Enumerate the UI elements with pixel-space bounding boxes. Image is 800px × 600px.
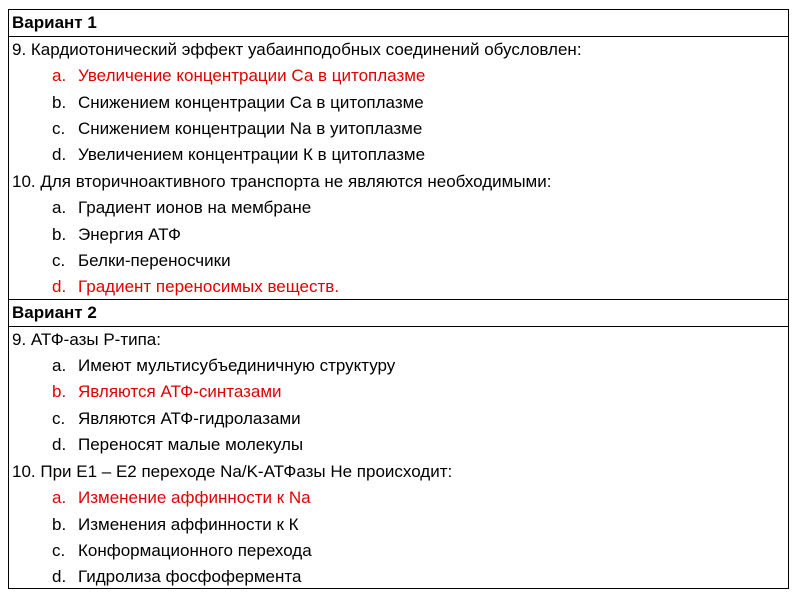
option-text: Являются АТФ-гидролазами bbox=[78, 409, 301, 428]
option-letter: c. bbox=[52, 251, 66, 270]
option-letter: a. bbox=[52, 66, 67, 85]
option-letter: c. bbox=[52, 409, 66, 428]
variant-2-header bbox=[9, 300, 788, 326]
option-text: Снижением концентрации Na в уитоплазме bbox=[78, 119, 423, 138]
v1-q10-option-c bbox=[52, 248, 231, 274]
variant-1-title: Вариант 1 bbox=[12, 13, 97, 32]
v2-question-9: 9. АТФ-азы Р-типа: bbox=[12, 330, 161, 349]
option-letter: a. bbox=[52, 198, 67, 217]
option-text: Изменение аффинности к Na bbox=[78, 488, 311, 507]
option-text: Переносят малые молекулы bbox=[78, 435, 304, 454]
option-text: Изменения аффинности к К bbox=[78, 515, 299, 534]
v1-q9-option-c bbox=[52, 116, 422, 142]
option-letter: b. bbox=[52, 382, 67, 401]
option-text: Градиент ионов на мембране bbox=[78, 198, 312, 217]
v2-q10-option-a bbox=[52, 485, 311, 511]
option-letter: a. bbox=[52, 356, 67, 375]
option-letter: c. bbox=[52, 541, 66, 560]
option-text: Градиент переносимых веществ. bbox=[78, 277, 340, 296]
v1-question-10: 10. Для вторичноактивного транспорта не являются необходимыми: bbox=[12, 172, 552, 191]
v2-question-10: 10. При Е1 – Е2 переходе Na/K-АТФазы Не происходит: bbox=[12, 462, 453, 481]
option-text: Увеличением концентрации К в цитоплазме bbox=[78, 145, 426, 164]
v1-q10-option-b bbox=[52, 222, 181, 248]
v1-q10-option-a bbox=[52, 195, 311, 221]
quiz-table bbox=[8, 9, 789, 589]
v2-q10-option-d bbox=[52, 564, 301, 590]
variant-2-title: Вариант 2 bbox=[12, 303, 97, 322]
option-letter: d. bbox=[52, 145, 67, 164]
v2-q9-option-c bbox=[52, 406, 301, 432]
option-letter: d. bbox=[52, 435, 67, 454]
v2-q9-option-a bbox=[52, 353, 395, 379]
option-text: Белки-переносчики bbox=[78, 251, 231, 270]
option-letter: d. bbox=[52, 567, 67, 586]
v1-q9-option-d bbox=[52, 142, 425, 168]
option-text: Увеличение концентрации Са в цитоплазме bbox=[78, 66, 426, 85]
variant-1-header bbox=[9, 10, 788, 36]
option-letter: b. bbox=[52, 515, 67, 534]
v1-q10-option-d bbox=[52, 274, 339, 300]
v1-q9-option-b bbox=[52, 90, 424, 116]
option-letter: b. bbox=[52, 93, 67, 112]
option-text: Гидролиза фосфофермента bbox=[78, 567, 302, 586]
option-text: Являются АТФ-синтазами bbox=[78, 382, 282, 401]
option-text: Конформационного перехода bbox=[78, 541, 312, 560]
option-text: Энергия АТФ bbox=[78, 225, 181, 244]
option-letter: b. bbox=[52, 225, 67, 244]
v2-q9-option-b bbox=[52, 379, 282, 405]
v1-question-9: 9. Кардиотонический эффект уабаинподобных соединений обусловлен: bbox=[12, 40, 582, 59]
v1-q9-option-a bbox=[52, 63, 425, 89]
v2-q10-option-b bbox=[52, 512, 299, 538]
v2-q10-option-c bbox=[52, 538, 312, 564]
option-letter: a. bbox=[52, 488, 67, 507]
option-letter: d. bbox=[52, 277, 67, 296]
option-letter: c. bbox=[52, 119, 66, 138]
v2-q9-option-d bbox=[52, 432, 303, 458]
option-text: Имеют мультисубъединичную структуру bbox=[78, 356, 396, 375]
option-text: Снижением концентрации Са в цитоплазме bbox=[78, 93, 424, 112]
